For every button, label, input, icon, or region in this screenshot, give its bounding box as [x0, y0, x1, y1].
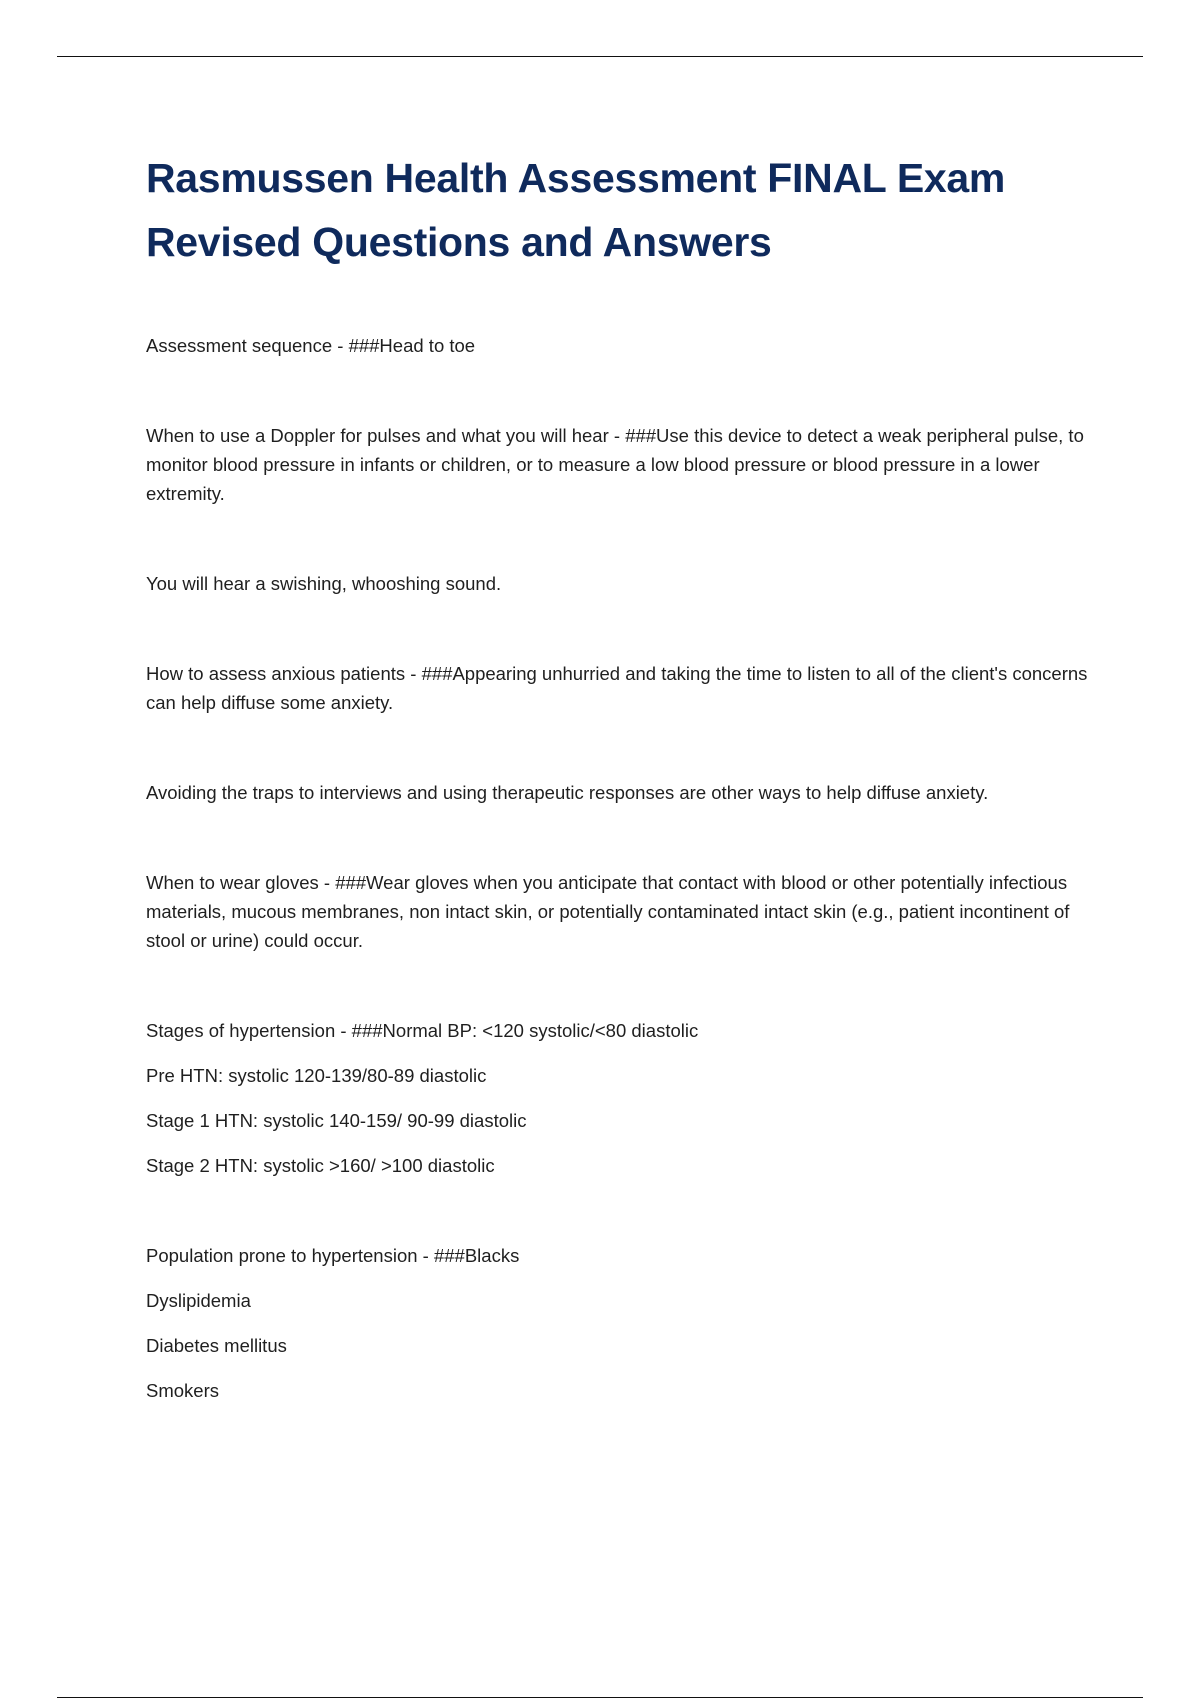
paragraph-population-prone: Population prone to hypertension - ###Blacks — [146, 1245, 520, 1266]
paragraph-diabetes: Diabetes mellitus — [146, 1335, 287, 1356]
paragraph-assessment-sequence: Assessment sequence - ###Head to toe — [146, 335, 476, 356]
paragraph-pre-htn: Pre HTN: systolic 120-139/80-89 diastolic — [146, 1065, 487, 1086]
paragraph-doppler-question: When to use a Doppler for pulses and what you will hear - ###Use this device to detect a weak peripheral pulse, to monitor blood pressure in infants or children, or to measure a low blood pressure or blood pressure in a lower extremity. — [146, 425, 1084, 504]
paragraph-stage-1-htn: Stage 1 HTN: systolic 140-159/ 90-99 diastolic — [146, 1110, 527, 1131]
paragraph-stage-2-htn: Stage 2 HTN: systolic >160/ >100 diastolic — [146, 1155, 495, 1176]
paragraph-avoiding-traps: Avoiding the traps to interviews and using therapeutic responses are other ways to help diffuse anxiety. — [146, 782, 989, 803]
page-content — [146, 146, 1096, 1405]
paragraph-dyslipidemia: Dyslipidemia — [146, 1290, 251, 1311]
document-body — [146, 331, 1096, 1405]
paragraph-hypertension-stages: Stages of hypertension - ###Normal BP: <120 systolic/<80 diastolic — [146, 1020, 699, 1041]
paragraph-doppler-sound: You will hear a swishing, whooshing sound. — [146, 573, 502, 594]
paragraph-anxious-patients: How to assess anxious patients - ###Appearing unhurried and taking the time to listen to all of the client's concerns can help diffuse some anxiety. — [146, 663, 1088, 713]
top-rule — [57, 56, 1143, 57]
paragraph-gloves: When to wear gloves - ###Wear gloves when you anticipate that contact with blood or other potentially infectious materials, mucous membranes, non intact skin, or potentially contaminated intact skin (e.g., patient incontinent of stool or urine) could occur. — [146, 872, 1070, 951]
document-title — [146, 146, 1096, 274]
document-title-line-1: Rasmussen Health Assessment FINAL Exam — [146, 155, 1006, 201]
document-title-line-2: Revised Questions and Answers — [146, 219, 772, 265]
paragraph-smokers: Smokers — [146, 1380, 219, 1401]
bottom-rule — [57, 1697, 1143, 1698]
